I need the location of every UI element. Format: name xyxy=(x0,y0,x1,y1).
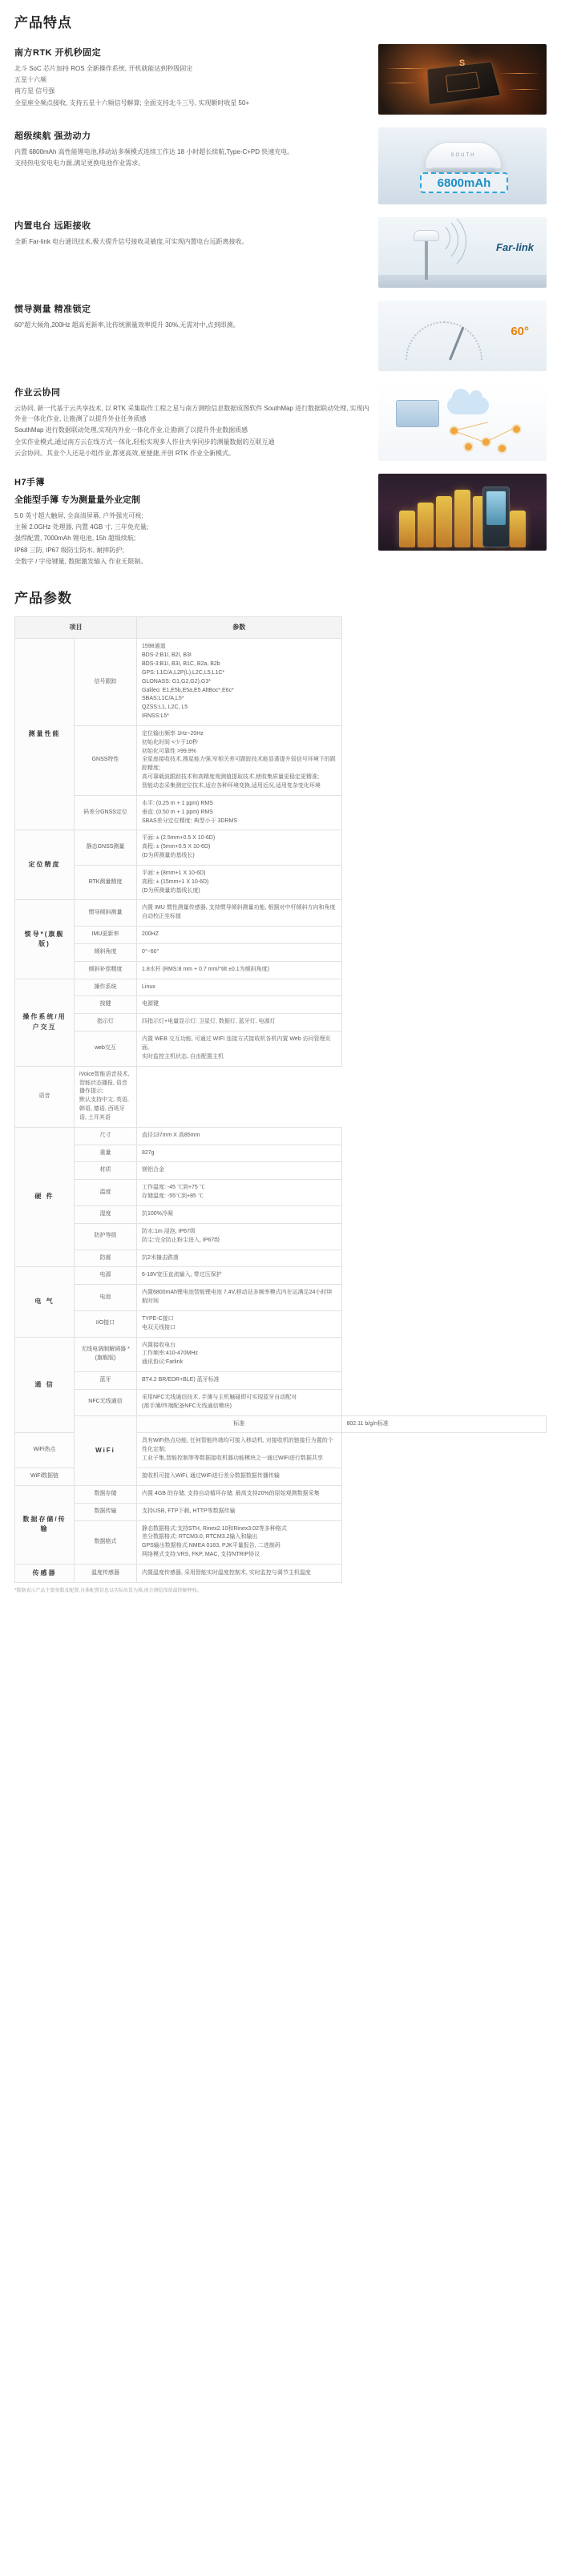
row-value-line: 四指示灯+电量显示灯: 卫星灯, 数据灯, 蓝牙灯, 电源灯 xyxy=(142,1019,276,1025)
row-value-line: 802.11 b/g/n标准 xyxy=(346,1420,389,1427)
row-value-line: GLONASS: G1,G2,G2),G3* xyxy=(142,678,211,684)
row-value-line: iVoice智能语音技术, 智能状态播报, 语音播作提示; xyxy=(79,1071,130,1095)
params-section-title: 产品参数 xyxy=(14,590,72,606)
feature-image-battery xyxy=(378,127,547,204)
row-values xyxy=(137,961,342,979)
table-row xyxy=(15,1250,547,1267)
row-subcategory: 码差分GNSS定位 xyxy=(75,795,137,830)
row-value-line: 工作频率:410-470MHz xyxy=(142,1351,199,1357)
feature-line: 内置 6800mAh 高性能锂电池,移动站多频模式连续工作达 18 小时超长续航,Type-C+PD 快速充电。 xyxy=(14,148,294,155)
row-value-line: 直径137mm X 高85mm xyxy=(142,1132,200,1138)
row-values xyxy=(137,1337,342,1372)
footnote: *数据表示产品主要参数及配置,具体配置信息以实际出货为准,南方测绘保留最终解释权。 xyxy=(14,1589,202,1594)
row-value-line: TYPE-C接口 xyxy=(142,1315,174,1322)
row-value-line: (D为所测量的基线长) xyxy=(142,853,195,859)
table-row xyxy=(15,1564,547,1582)
row-subcategory: 标准 xyxy=(137,1415,342,1433)
row-value-line: 内置温度传感器, 采用智能实时温度控制术, 实时监控与调节主机温度 xyxy=(142,1569,311,1576)
feature-line: SouthMap 进行数据联动处理,实现内外业一体化作业,让勘测了以提升外业数据质感 xyxy=(14,426,248,434)
table-row xyxy=(15,996,547,1014)
row-values xyxy=(137,1223,342,1250)
feature-title: 南方RTK 开机秒固定 xyxy=(14,48,102,58)
feature-block xyxy=(0,39,561,123)
row-value-line: 827g xyxy=(142,1149,155,1156)
features-section-title: 产品特点 xyxy=(14,15,72,30)
row-values xyxy=(137,865,342,900)
row-value-line: Linux xyxy=(142,983,155,990)
table-row xyxy=(15,943,547,961)
row-values xyxy=(137,725,342,795)
row-subcategory: WiFi热点 xyxy=(15,1433,75,1468)
row-category: 硬 件 xyxy=(15,1127,75,1267)
row-values xyxy=(137,1032,342,1067)
table-row xyxy=(15,1014,547,1032)
table-row xyxy=(15,1145,547,1162)
row-value-line: 高程: ± (15mm+1 X 10-6D) xyxy=(142,878,209,885)
feature-line: 云协同, 新一代基于云共享技术, 以 RTK 采集取作工程之星与南方测绘信息数据成图软件 SouthMap 进行数据联动处理, 实现内外业一体化作业, 让勘测了以提升外业任务质感 xyxy=(14,405,369,423)
feature-block xyxy=(0,296,561,379)
row-subcategory: IMU更新率 xyxy=(75,927,137,944)
battery-capacity-badge: 6800mAh xyxy=(420,172,508,193)
row-value-line: 智能动态采集测定位技术,适应各种环境变换,适用近况,适用复杂变化环境 xyxy=(142,782,321,789)
row-value-line: 定位输出频率 1Hz~20Hz xyxy=(142,730,204,737)
row-category: 惯导*(旗舰版) xyxy=(15,900,75,979)
row-value-line: SBAS:L1C/A,L5* xyxy=(142,696,184,702)
signal-wave-icon xyxy=(402,217,466,273)
tilt-degree-label: 60° xyxy=(511,325,529,338)
cloud-icon xyxy=(447,397,489,414)
row-value-line: 工作温度: -45 ℃到+75 ℃ xyxy=(142,1185,205,1191)
feature-line: 支持热电安电电力源,满足更换电池作业需求。 xyxy=(14,159,145,168)
params-table xyxy=(14,616,547,1583)
row-value-line: BDS-3:B1I, B3I, B1C, B2a, B2b xyxy=(142,661,220,668)
feature-block xyxy=(0,469,561,575)
row-value-line: 内置 WEB 交互功能, 可通过 WIFI 连接方式接收机各机内置 Web 访问管理页面, xyxy=(142,1036,331,1052)
feature-text xyxy=(14,474,370,567)
row-subcategory: 无线电调制解调器 *(旗舰版) xyxy=(75,1337,137,1372)
feature-block xyxy=(0,379,561,469)
table-row xyxy=(15,865,547,900)
row-value-line: 平面: ± (2.5mm+0.5 X 10-6D) xyxy=(142,835,216,842)
table-row xyxy=(15,1162,547,1180)
feature-line: 南方星 信号强 xyxy=(14,87,55,95)
row-values xyxy=(137,1389,342,1415)
feature-text xyxy=(14,217,370,248)
params-table-body xyxy=(15,639,547,1583)
row-category: 电 气 xyxy=(15,1267,75,1337)
row-value-line: 电源键 xyxy=(142,1001,159,1007)
row-value-line: SBAS差分定位精度: 典型小于 3DRMS xyxy=(142,818,238,824)
row-value-line: BDS-2:B1I, B2I, B3I xyxy=(142,652,192,659)
row-category: 操作系统/用户交互 xyxy=(15,979,75,1066)
table-row xyxy=(15,1127,547,1145)
row-subcategory: 信号跟踪 xyxy=(75,639,137,726)
table-row xyxy=(15,900,547,927)
table-row xyxy=(15,830,547,866)
row-values xyxy=(137,1162,342,1180)
laptop-icon xyxy=(396,400,439,427)
table-row xyxy=(15,979,547,996)
table-row xyxy=(15,1337,547,1372)
row-value-line: 工业子集,智能控制等等数据接收机器功能模块之一通过WiFi进行数据共享 xyxy=(142,1456,323,1462)
chip-label: S xyxy=(458,59,466,68)
row-value-line: 抗100%冷凝 xyxy=(142,1210,173,1217)
row-values xyxy=(137,639,342,726)
feature-text xyxy=(14,44,370,109)
row-values xyxy=(137,1285,342,1311)
feature-block xyxy=(0,212,561,296)
row-subcategory: 蓝牙 xyxy=(75,1372,137,1390)
row-subcategory: 语音 xyxy=(15,1066,75,1127)
table-row xyxy=(15,1032,547,1067)
row-subcategory: 数据格式 xyxy=(75,1520,137,1564)
table-row xyxy=(15,1205,547,1223)
row-values xyxy=(137,1564,342,1582)
row-subcategory: 防护等级 xyxy=(75,1223,137,1250)
table-header-row xyxy=(15,616,547,638)
farlink-label: Far-link xyxy=(496,241,534,253)
row-value-line: 内置接收电台 xyxy=(142,1342,176,1348)
feature-title: 内置电台 远距接收 xyxy=(14,221,91,231)
row-value-line: 防尘:完全防止粉尘进入, IP67级 xyxy=(142,1237,220,1243)
row-value-line: 实时监控主机状态, 自由配置主机 xyxy=(142,1053,224,1060)
row-value-line: 全星座接收技术,搜星能力强,窄相关差可跟踪技术能显著提升弱信号环境下的跟踪精度; xyxy=(142,757,336,772)
feature-line: 强悍配置, 7000mAh 锂电池, 15h 超级续航; xyxy=(14,535,136,543)
feature-text xyxy=(14,301,370,331)
row-values xyxy=(137,1205,342,1223)
row-value-line: GPS: L1C/A,L2P(L),L2C,L5,L1C* xyxy=(142,669,225,676)
row-values xyxy=(137,1468,342,1486)
row-subcategory: 倾斜角度 xyxy=(75,943,137,961)
row-value-line: 内置 4GB 的存储, 支持自动循环存储, 最高支持20%的原始观测数据采集 xyxy=(142,1490,320,1496)
row-subcategory: 按键 xyxy=(75,996,137,1014)
row-subcategory: web交互 xyxy=(75,1032,137,1067)
feature-block xyxy=(0,123,561,212)
row-value-line: QZSS:L1, L2C, L5 xyxy=(142,705,188,711)
table-row xyxy=(15,639,547,726)
table-row xyxy=(15,795,547,830)
row-value-line: 防水:1m 浸泡, IP67级 xyxy=(142,1228,196,1234)
network-nodes-icon xyxy=(442,422,537,451)
table-row xyxy=(15,1310,547,1337)
row-values xyxy=(137,795,342,830)
row-subcategory: 温度传感器 xyxy=(75,1564,137,1582)
row-value-line: (D为所测量的基线长度) xyxy=(142,887,200,894)
row-subcategory: 防震 xyxy=(75,1250,137,1267)
row-value-line: 初始化可靠性 >99.9% xyxy=(142,748,196,754)
row-values xyxy=(137,830,342,866)
row-subcategory: 重量 xyxy=(75,1145,137,1162)
row-values xyxy=(137,1127,342,1145)
row-value-line: 通讯协议:Farlink xyxy=(142,1359,183,1366)
row-value-line: 200HZ xyxy=(142,931,159,938)
feature-image-farlink xyxy=(378,217,547,288)
row-values xyxy=(137,900,342,927)
header-param: 参数 xyxy=(137,616,342,638)
row-values xyxy=(137,1180,342,1206)
feature-line: 全星座全频点接收, 支持五星十六频信号解算; 全面支持北斗三号, 实现额时收星 50+ xyxy=(14,99,250,107)
row-category: 数据存储/传输 xyxy=(15,1485,75,1564)
gnss-receiver-icon: SOUTH xyxy=(425,142,502,169)
table-row xyxy=(15,1372,547,1390)
row-category: 定位精度 xyxy=(15,830,75,900)
row-value-line: Galileo: E1,E5b,E5a,E5 AltBoc*,E6c* xyxy=(142,687,234,693)
row-value-line: 1.8水杆 (RMS:8 mm + 0.7 mm/°tilt ±0.1为倾斜角度) xyxy=(142,966,269,972)
row-subcategory: 指示灯 xyxy=(75,1014,137,1032)
table-row xyxy=(15,1267,547,1285)
row-value-line: 垂直: (0.50 m + 1 ppm) RMS xyxy=(142,809,213,815)
feature-image-chip xyxy=(378,44,547,115)
feature-image-tilt xyxy=(378,301,547,371)
row-category: 通 信 xyxy=(15,1337,75,1433)
row-value-line: 采用NFC无线通信技术, 手簿与主机触碰即可实现蓝牙自动配对 xyxy=(142,1394,297,1400)
feature-text xyxy=(14,127,370,169)
table-row xyxy=(15,725,547,795)
row-value-line: 0°~60° xyxy=(142,948,159,955)
row-values xyxy=(75,1066,137,1127)
row-values xyxy=(137,927,342,944)
row-values xyxy=(137,1250,342,1267)
feature-title: H7手簿 xyxy=(14,478,46,487)
row-subcategory: 温度 xyxy=(75,1180,137,1206)
table-row xyxy=(15,1503,547,1520)
row-category: 测量性能 xyxy=(15,639,75,830)
row-value-line: 抗2米撞击跌落 xyxy=(142,1254,179,1261)
row-subcategory: 电池 xyxy=(75,1285,137,1311)
row-value-line: 内置6800mAh锂电池智能锂电池 7.4V,移动站多频率模式内在运满足24小时续航时间 xyxy=(142,1290,333,1305)
tilt-arc-icon xyxy=(406,321,482,360)
feature-line: IP68 三防, IP67 级防尘防水, 耐摔防护; xyxy=(14,546,124,554)
row-values xyxy=(137,1372,342,1390)
row-category: 传感器 xyxy=(15,1564,75,1582)
row-value-line: 镁铝合金 xyxy=(142,1167,164,1173)
row-subcategory: 电源 xyxy=(75,1267,137,1285)
feature-line: 5.0 英寸超大触屏, 全高清屏幕, 户外强光可视; xyxy=(14,512,143,519)
row-value-line: 网络模式支持:VRS, FKP, MAC, 支持NTRIP协议 xyxy=(142,1552,260,1558)
row-values xyxy=(137,1503,342,1520)
row-subcategory: 数据传输 xyxy=(75,1503,137,1520)
row-value-line: 平面: ± (8mm+1 X 10-6D) xyxy=(142,870,206,876)
feature-title: 超级续航 强劲动力 xyxy=(14,131,91,141)
table-row xyxy=(15,1285,547,1311)
table-row xyxy=(15,1223,547,1250)
row-values xyxy=(137,1145,342,1162)
table-row xyxy=(15,1485,547,1503)
handset-device-icon xyxy=(482,487,510,547)
row-values xyxy=(137,943,342,961)
row-subcategory: NFC无线通信 xyxy=(75,1389,137,1415)
row-values xyxy=(137,996,342,1014)
feature-line: 五星十六频 xyxy=(14,76,46,84)
header-item: 项目 xyxy=(15,616,137,638)
table-row xyxy=(15,1066,547,1127)
row-subcategory: WiFi数据链 xyxy=(15,1468,75,1486)
row-value-line: (需手簿/终端配备NFC无线通信模块) xyxy=(142,1403,232,1409)
row-values xyxy=(137,1485,342,1503)
table-row xyxy=(15,961,547,979)
row-value-line: 电双天线接口 xyxy=(142,1324,176,1330)
row-value-line: 高程: ± (5mm+0.5 X 10-6D) xyxy=(142,844,211,850)
row-values xyxy=(137,979,342,996)
row-values xyxy=(341,1415,547,1433)
row-value-line: 初始化时间 <少于10秒 xyxy=(142,739,198,745)
table-row xyxy=(15,1415,547,1433)
table-row xyxy=(15,1389,547,1415)
row-subcategory: 材质 xyxy=(75,1162,137,1180)
feature-line: 主频 2.0GHz 处理器, 内置 4GB 寸, 三年免充量; xyxy=(14,523,149,531)
row-category: WiFi xyxy=(75,1415,137,1485)
row-subcategory: GNSS特性 xyxy=(75,725,137,795)
row-value-line: 具有WiFi热点功能, 任何智能终端均可接入移动机, 对接收机的链接行为置的个性化定制; xyxy=(142,1438,333,1453)
row-value-line: 差分数据格式: RTCM3.0, RTCM3.2输入和输出 xyxy=(142,1534,258,1540)
params-table-wrap xyxy=(0,615,561,1583)
row-subcategory: 惯导倾斜测量 xyxy=(75,900,137,927)
table-row xyxy=(15,1180,547,1206)
row-subcategory: 静态GNSS测量 xyxy=(75,830,137,866)
row-subcategory: 湿度 xyxy=(75,1205,137,1223)
handset-row xyxy=(378,474,547,551)
row-value-line: IRNSS:L5* xyxy=(142,713,169,720)
row-value-line: 接收机可接入WiFi, 通过WiFi进行差分数据数据传播传输 xyxy=(142,1473,280,1480)
feature-subtitle: 全能型手簿 专为测量量外业定制 xyxy=(14,495,141,505)
ground-strip xyxy=(378,275,547,288)
feature-line: 60°超大倾角,200Hz 超高更新率,比传统测量效率提升 30%,无需对中,点到即测。 xyxy=(14,321,240,329)
row-values xyxy=(137,1520,342,1564)
feature-line: 北斗 SoC 芯片加持 ROS 全新操作系统, 开机就能达到秒级固定 xyxy=(14,65,193,72)
feature-text xyxy=(14,384,370,459)
row-value-line: 支持USB, FTP下载, HTTP等数据传输 xyxy=(142,1508,236,1514)
table-row xyxy=(15,927,547,944)
row-value-line: 高可靠载波跟踪技术和高精度观测值提取技术,使收集质量更稳定更精准; xyxy=(142,774,319,781)
row-values xyxy=(137,1310,342,1337)
row-subcategory: 尺寸 xyxy=(75,1127,137,1145)
feature-line: 全数字 / 字母键量, 数据激发输入 作业无限制。 xyxy=(14,557,147,565)
feature-line: 全实作业模式,通过南方云在线方式一体化,轻松实现多人作业共享同步的测量数据的互联互通 xyxy=(14,438,275,446)
row-subcategory: 数据存储 xyxy=(75,1485,137,1503)
row-subcategory: 倾斜补偿精度 xyxy=(75,961,137,979)
feature-title: 惯导测量 精准锁定 xyxy=(14,305,91,314)
row-values xyxy=(137,1433,342,1468)
row-value-line: 内置 IMU 惯性测量传感器, 支持惯导倾斜测量功能, 根据对中杆倾斜方向和角度自动校正坐标值 xyxy=(142,905,336,920)
row-value-line: BT4.2 BR/EDR+BLE) 蓝牙标准 xyxy=(142,1377,220,1383)
row-value-line: 默认支持中文, 英语, 韩语, 德语, 西班牙语, 土耳其语 xyxy=(79,1097,129,1120)
feature-image-handsets xyxy=(378,474,547,551)
row-value-line: 存储温度: -55℃到+85 ℃ xyxy=(142,1193,204,1200)
feature-title: 作业云协同 xyxy=(14,388,61,398)
row-subcategory: I/O接口 xyxy=(75,1310,137,1337)
feature-line: 全新 Far-link 电台通讯技术,极大提升信号接收灵敏度,可实现内置电台远距离接收。 xyxy=(14,238,248,245)
row-subcategory: 操作系统 xyxy=(75,979,137,996)
feature-image-cloud xyxy=(378,384,547,461)
row-value-line: 静态数据格式:支持STH, Rinex2.10和Rinex3.02等多种格式 xyxy=(142,1525,287,1532)
row-value-line: 水平: (0.25 m + 1 ppm) RMS xyxy=(142,800,213,806)
row-values xyxy=(137,1267,342,1285)
table-row xyxy=(15,1520,547,1564)
row-value-line: 1598通道 xyxy=(142,644,166,650)
row-value-line: GPS输出数据格式:NMEA 0183, PJK平量报告, 二进制码 xyxy=(142,1543,280,1549)
row-subcategory: RTK测量精度 xyxy=(75,865,137,900)
row-values xyxy=(137,1014,342,1032)
feature-line: 云会协同。其业个人还是小组作业,都更高效,更便捷,开创 RTK 作业全新模式。 xyxy=(14,449,235,457)
row-value-line: 6-18V宽压直流输入, 带过压保护 xyxy=(142,1272,222,1278)
